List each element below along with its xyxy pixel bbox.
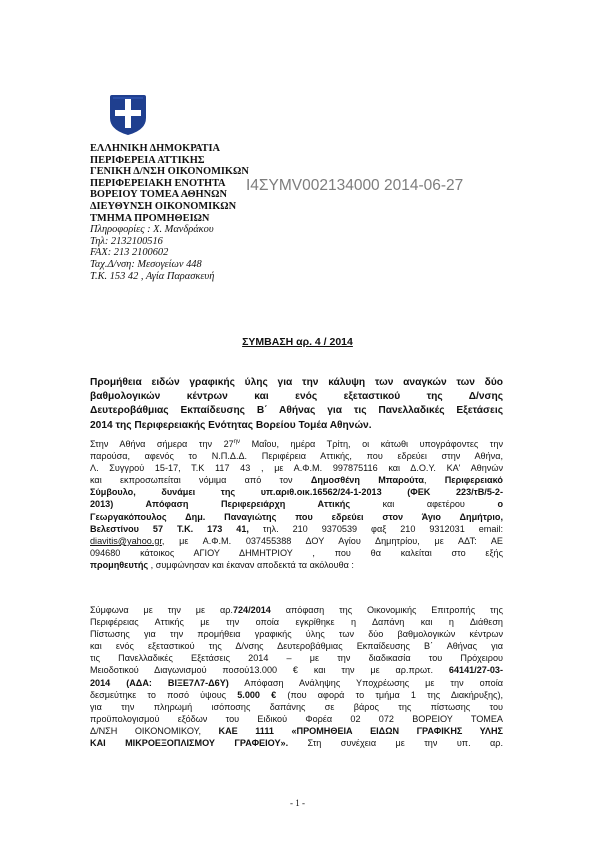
paragraph-line: και ενός εξεταστικού της Δ/νσης Δευτεροβάθμιας Εκπαίδευσης Β΄ Αθήνας για xyxy=(90,641,503,652)
paragraph-line: 094680 κάτοικος ΑΓΙΟΥ ΔΗΜΗΤΡΙΟΥ , που θα καλείται στο εξής xyxy=(90,547,503,558)
issuer-header xyxy=(90,143,249,282)
paragraph-line: Σύμφωνα με την με αρ.724/2014 απόφαση της Οικονομικής Επιτροπής της xyxy=(90,605,503,615)
paragraph-line: 2014 (ΑΔΑ: ΒΙΞΕ7Λ7-Δ6Υ) Απόφαση Ανάληψης Υποχρέωσης με την οποία xyxy=(90,677,503,688)
paragraph-line: diavitis@yahoo.gr, με Α.Φ.Μ. 037455388 ΔΟΥ Αγίου Δημητρίου, με ΑΔΤ: ΑΕ xyxy=(90,535,503,546)
ada-stamp: Ι4ΣΥΜV002134000 2014-06-27 xyxy=(246,177,464,194)
header-line-regional-unit: ΠΕΡΙΦΕΡΕΙΑΚΗ ΕΝΟΤΗΤΑ xyxy=(90,177,226,189)
paragraph-line: 2013) Απόφαση Περιφερειάρχη Αττικής και αφετέρου ο xyxy=(90,499,503,510)
paragraph-line: προϋπολογισμού εξόδων του Ειδικού Φορέα 02 072 ΒΟΡΕΙΟΥ ΤΟΜΕΑ xyxy=(90,713,503,724)
paragraph-line: Γεωργακόπουλος Δημ. Παναγιώτης που εδρεύει στον Άγιο Δημήτριο, xyxy=(90,511,503,522)
paragraph-line: τις Πανελλαδικές Εξετάσεις 2014 – με την διαδικασία του Πρόχειρου xyxy=(90,653,503,664)
contact-info-postcode: Τ.Κ. 153 42 , Αγία Παρασκευή xyxy=(90,270,215,282)
subject-line: βαθμολογικών κέντρων και ενός εξεταστικού της Δ/νσης xyxy=(90,391,503,403)
paragraph-line: ΚΑΙ ΜΙΚΡΟΕΞΟΠΛΙΣΜΟΥ ΓΡΑΦΕΙΟΥ». Στη συνέχεια με την υπ. αρ. xyxy=(90,738,503,749)
header-line-region: ΠΕΡΙΦΕΡΕΙΑ ΑΤΤΙΚΗΣ xyxy=(90,154,205,166)
paragraph-line: Πίστωσης για την προμήθεια γραφικής ύλης των δύο βαθμολογικών κέντρων xyxy=(90,629,503,640)
paragraph-line: Σύμβουλο, δυνάμει της υπ.αριθ.οικ.16562/24-1-2013 (ΦΕΚ 223/τΒ/5-2- xyxy=(90,487,503,498)
paragraph-line: δεσμεύτηκε το ποσό ύψους 5.000 € (που αφορά το τμήμα 1 της Διακήρυξης), xyxy=(90,689,503,700)
subject-line: Προμήθεια ειδών γραφικής ύλης για την κάλυψη των αναγκών των δύο xyxy=(90,377,503,388)
paragraph-line: Βελεστίνου 57 Τ.Κ. 173 41, τηλ. 210 9370539 φαξ 210 9312031 email: xyxy=(90,523,503,534)
contact-info-phone: Τηλ: 2132100516 xyxy=(90,235,163,247)
paragraph-line: Λ. Συγγρού 15-17, Τ.Κ 117 43 , με Α.Φ.Μ. 997875116 και Δ.Ο.Υ. ΚΑ' Αθηνών xyxy=(90,463,503,474)
contact-info-fax: FAX: 213 2100602 xyxy=(90,247,169,259)
contract-title: ΣΥΜΒΑΣΗ αρ. 4 / 2014 xyxy=(242,336,353,348)
paragraph-line: Περιφέρειας Αττικής με την οποία εγκρίθηκε η Δαπάνη και η Διάθεση xyxy=(90,617,503,628)
header-line-directorate: ΔΙΕΥΘΥΝΣΗ ΟΙΚΟΝΟΜΙΚΩΝ xyxy=(90,200,237,212)
paragraph-line: για την πληρωμή ισόποσης δαπάνης σε βάρος της πίστωσης του xyxy=(90,701,503,712)
email-link[interactable]: diavitis@yahoo.gr xyxy=(90,535,162,546)
contract-subject xyxy=(90,376,503,433)
greek-coat-of-arms-emblem xyxy=(106,94,150,136)
paragraph-line: και εκπροσωπείται νόμιμα από τον Δημοσθένη Μπαρούτα, Περιφερειακό xyxy=(90,475,503,486)
contact-info-person: Πληροφορίες : Χ. Μανδράκου xyxy=(90,224,214,236)
decision-paragraph xyxy=(90,604,503,749)
subject-line: 2014 της Περιφερειακής Ενότητας Βορείου Τομέα Αθηνών. xyxy=(90,419,372,431)
paragraph-line: προμηθευτής , συμφώνησαν και έκαναν αποδεκτά τα ακόλουθα : xyxy=(90,559,354,570)
header-line-department: ΤΜΗΜΑ ΠΡΟΜΗΘΕΙΩΝ xyxy=(90,212,210,224)
paragraph-line: Στην Αθήνα σήμερα την $27^{\eta\nu}$ Μαΐου, ημέρα Τρίτη, οι κάτωθι υπογράφοντες την xyxy=(90,438,503,449)
subject-line: Δευτεροβάθμιας Εκπαίδευσης Β΄ Αθήνας για τις Πανελλαδικές Εξετάσεις xyxy=(90,405,503,417)
paragraph-line: Μειοδοτικού Διαγωνισμού ποσού13.000 € και την με αρ.πρωτ. 64141/27-03- xyxy=(90,665,503,676)
page-number: - 1 - xyxy=(290,798,305,808)
paragraph-line: παρούσα, αφενός το Ν.Π.Δ.Δ. Περιφέρεια Αττικής, που εδρεύει στην Αθήνα, xyxy=(90,451,503,462)
contact-info-address: Ταχ.Δ/νση: Μεσογείων 448 xyxy=(90,258,202,270)
paragraph-line: Δ/ΝΣΗ ΟΙΚΟΝΟΜΙΚΟΥ, ΚΑΕ 1111 «ΠΡΟΜΗΘΕΙΑ ΕΙΔΩΝ ΓΡΑΦΙΚΗΣ ΥΛΗΣ xyxy=(90,725,503,736)
header-line-general-directorate: ΓΕΝΙΚΗ Δ/ΝΣΗ ΟΙΚΟΝΟΜΙΚΩΝ xyxy=(90,166,249,178)
header-line-sector: ΒΟΡΕΙΟΥ ΤΟΜΕΑ ΑΘΗΝΩΝ xyxy=(90,189,227,201)
header-line-republic: ΕΛΛΗΝΙΚΗ ΔΗΜΟΚΡΑΤΙΑ xyxy=(90,143,221,154)
parties-paragraph xyxy=(90,438,503,571)
